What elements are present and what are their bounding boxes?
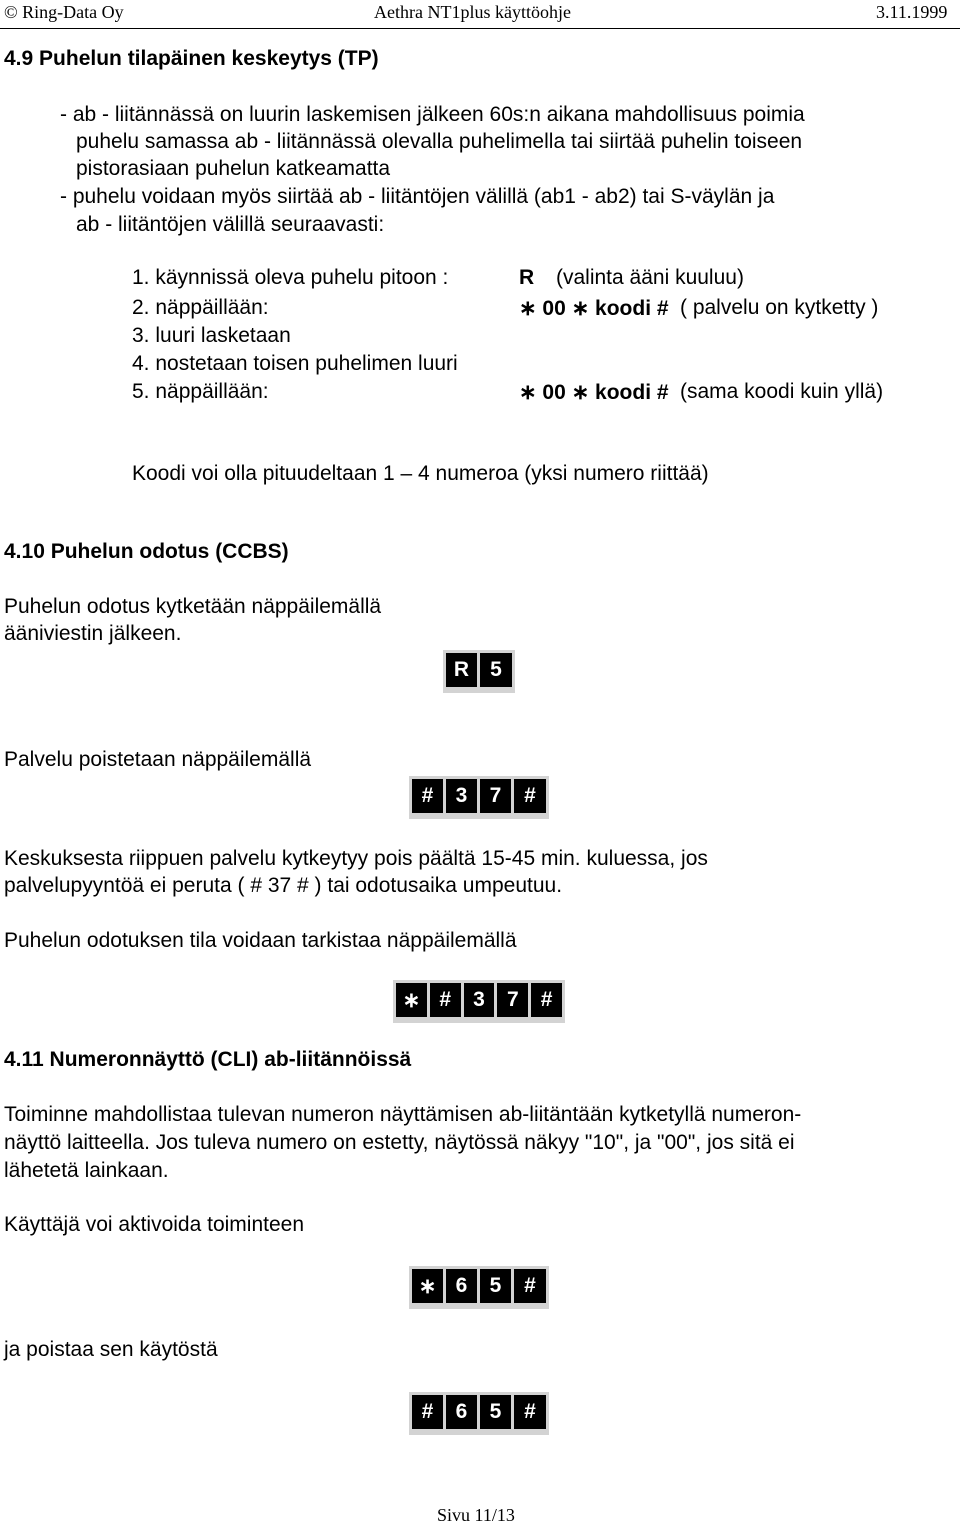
paragraph-line: pistorasiaan puhelun katkeamatta (76, 157, 391, 180)
section-4-9-heading: 4.9 Puhelun tilapäinen keskeytys (TP) (4, 47, 379, 70)
step-label: 4. nostetaan toisen puhelimen luuri (132, 352, 458, 375)
key-sequence-check-ccbs (393, 980, 565, 1023)
step-label: 5. näppäillään: (132, 380, 269, 403)
step-label: 3. luuri lasketaan (132, 324, 291, 347)
key-sequence-activate-ccbs (443, 650, 515, 693)
key-cap: ∗ (396, 983, 427, 1017)
step-code: R (519, 266, 535, 289)
key-sequence-remove-ccbs (409, 776, 549, 819)
step-code: ∗ 00 ∗ koodi # (519, 381, 669, 404)
header-company: © Ring-Data Oy (4, 2, 124, 22)
paragraph-line: ja poistaa sen käytöstä (4, 1338, 218, 1361)
key-cap: 6 (446, 1269, 477, 1303)
paragraph-line: ab - liitäntöjen välillä seuraavasti: (76, 213, 385, 236)
paragraph-line: palvelupyyntöä ei peruta ( # 37 # ) tai odotusaika umpeutuu. (4, 874, 563, 897)
paragraph-line: - puhelu voidaan myös siirtää ab - liitäntöjen välillä (ab1 - ab2) tai S-väylän ja (60, 185, 775, 208)
code-length-note: Koodi voi olla pituudeltaan 1 – 4 numeroa (yksi numero riittää) (132, 462, 709, 485)
step-label: 2. näppäillään: (132, 296, 269, 319)
section-4-10-heading: 4.10 Puhelun odotus (CCBS) (4, 540, 289, 563)
page-number: Sivu 11/13 (437, 1505, 515, 1525)
key-cap: ∗ (412, 1269, 443, 1303)
key-cap: # (514, 1269, 546, 1303)
key-cap: # (412, 1395, 443, 1429)
key-sequence-activate-cli (409, 1266, 549, 1309)
paragraph-line: Keskuksesta riippuen palvelu kytkeytyy pois päältä 15-45 min. kuluessa, jos (4, 847, 708, 870)
header-rule (0, 28, 960, 29)
key-cap: 7 (497, 983, 528, 1017)
key-cap: 5 (480, 1395, 511, 1429)
key-cap: 7 (480, 779, 511, 813)
section-4-11-heading: 4.11 Numeronnäyttö (CLI) ab-liitännöissä (4, 1048, 412, 1071)
key-cap: # (430, 983, 461, 1017)
key-cap: 5 (480, 653, 512, 687)
key-cap: # (412, 779, 443, 813)
step-code: ∗ 00 ∗ koodi # (519, 297, 669, 320)
paragraph-line: Toiminne mahdollistaa tulevan numeron näyttämisen ab-liitäntään kytketyllä numeron- (4, 1103, 802, 1126)
key-cap: 3 (464, 983, 495, 1017)
step-note: (sama koodi kuin yllä) (680, 380, 884, 403)
step-note: (valinta ääni kuuluu) (556, 266, 744, 289)
paragraph-line: Puhelun odotus kytketään näppäilemällä (4, 595, 382, 618)
header-date: 3.11.1999 (876, 2, 948, 22)
paragraph-line: Puhelun odotuksen tila voidaan tarkistaa näppäilemällä (4, 929, 517, 952)
key-cap: # (514, 1395, 546, 1429)
paragraph-line: - ab - liitännässä on luurin laskemisen jälkeen 60s:n aikana mahdollisuus poimia (60, 103, 805, 126)
key-cap: R (446, 653, 477, 687)
paragraph-line: lähetetä lainkaan. (4, 1159, 169, 1182)
step-note: ( palvelu on kytketty ) (680, 296, 879, 319)
key-cap: # (514, 779, 546, 813)
key-sequence-deactivate-cli (409, 1392, 549, 1435)
step-label: 1. käynnissä oleva puhelu pitoon : (132, 266, 449, 289)
paragraph-line: näyttö laitteella. Jos tuleva numero on estetty, näytössä näkyy "10", ja "00", jos sitä ei (4, 1131, 795, 1154)
paragraph-line: ääniviestin jälkeen. (4, 622, 182, 645)
key-cap: 5 (480, 1269, 511, 1303)
header-document-title: Aethra NT1plus käyttöohje (374, 2, 571, 22)
paragraph-line: puhelu samassa ab - liitännässä olevalla puhelimella tai siirtää puhelin toiseen (76, 130, 803, 153)
paragraph-line: Käyttäjä voi aktivoida toiminteen (4, 1213, 304, 1236)
paragraph-line: Palvelu poistetaan näppäilemällä (4, 748, 312, 771)
key-cap: # (531, 983, 562, 1017)
key-cap: 3 (446, 779, 477, 813)
key-cap: 6 (446, 1395, 477, 1429)
